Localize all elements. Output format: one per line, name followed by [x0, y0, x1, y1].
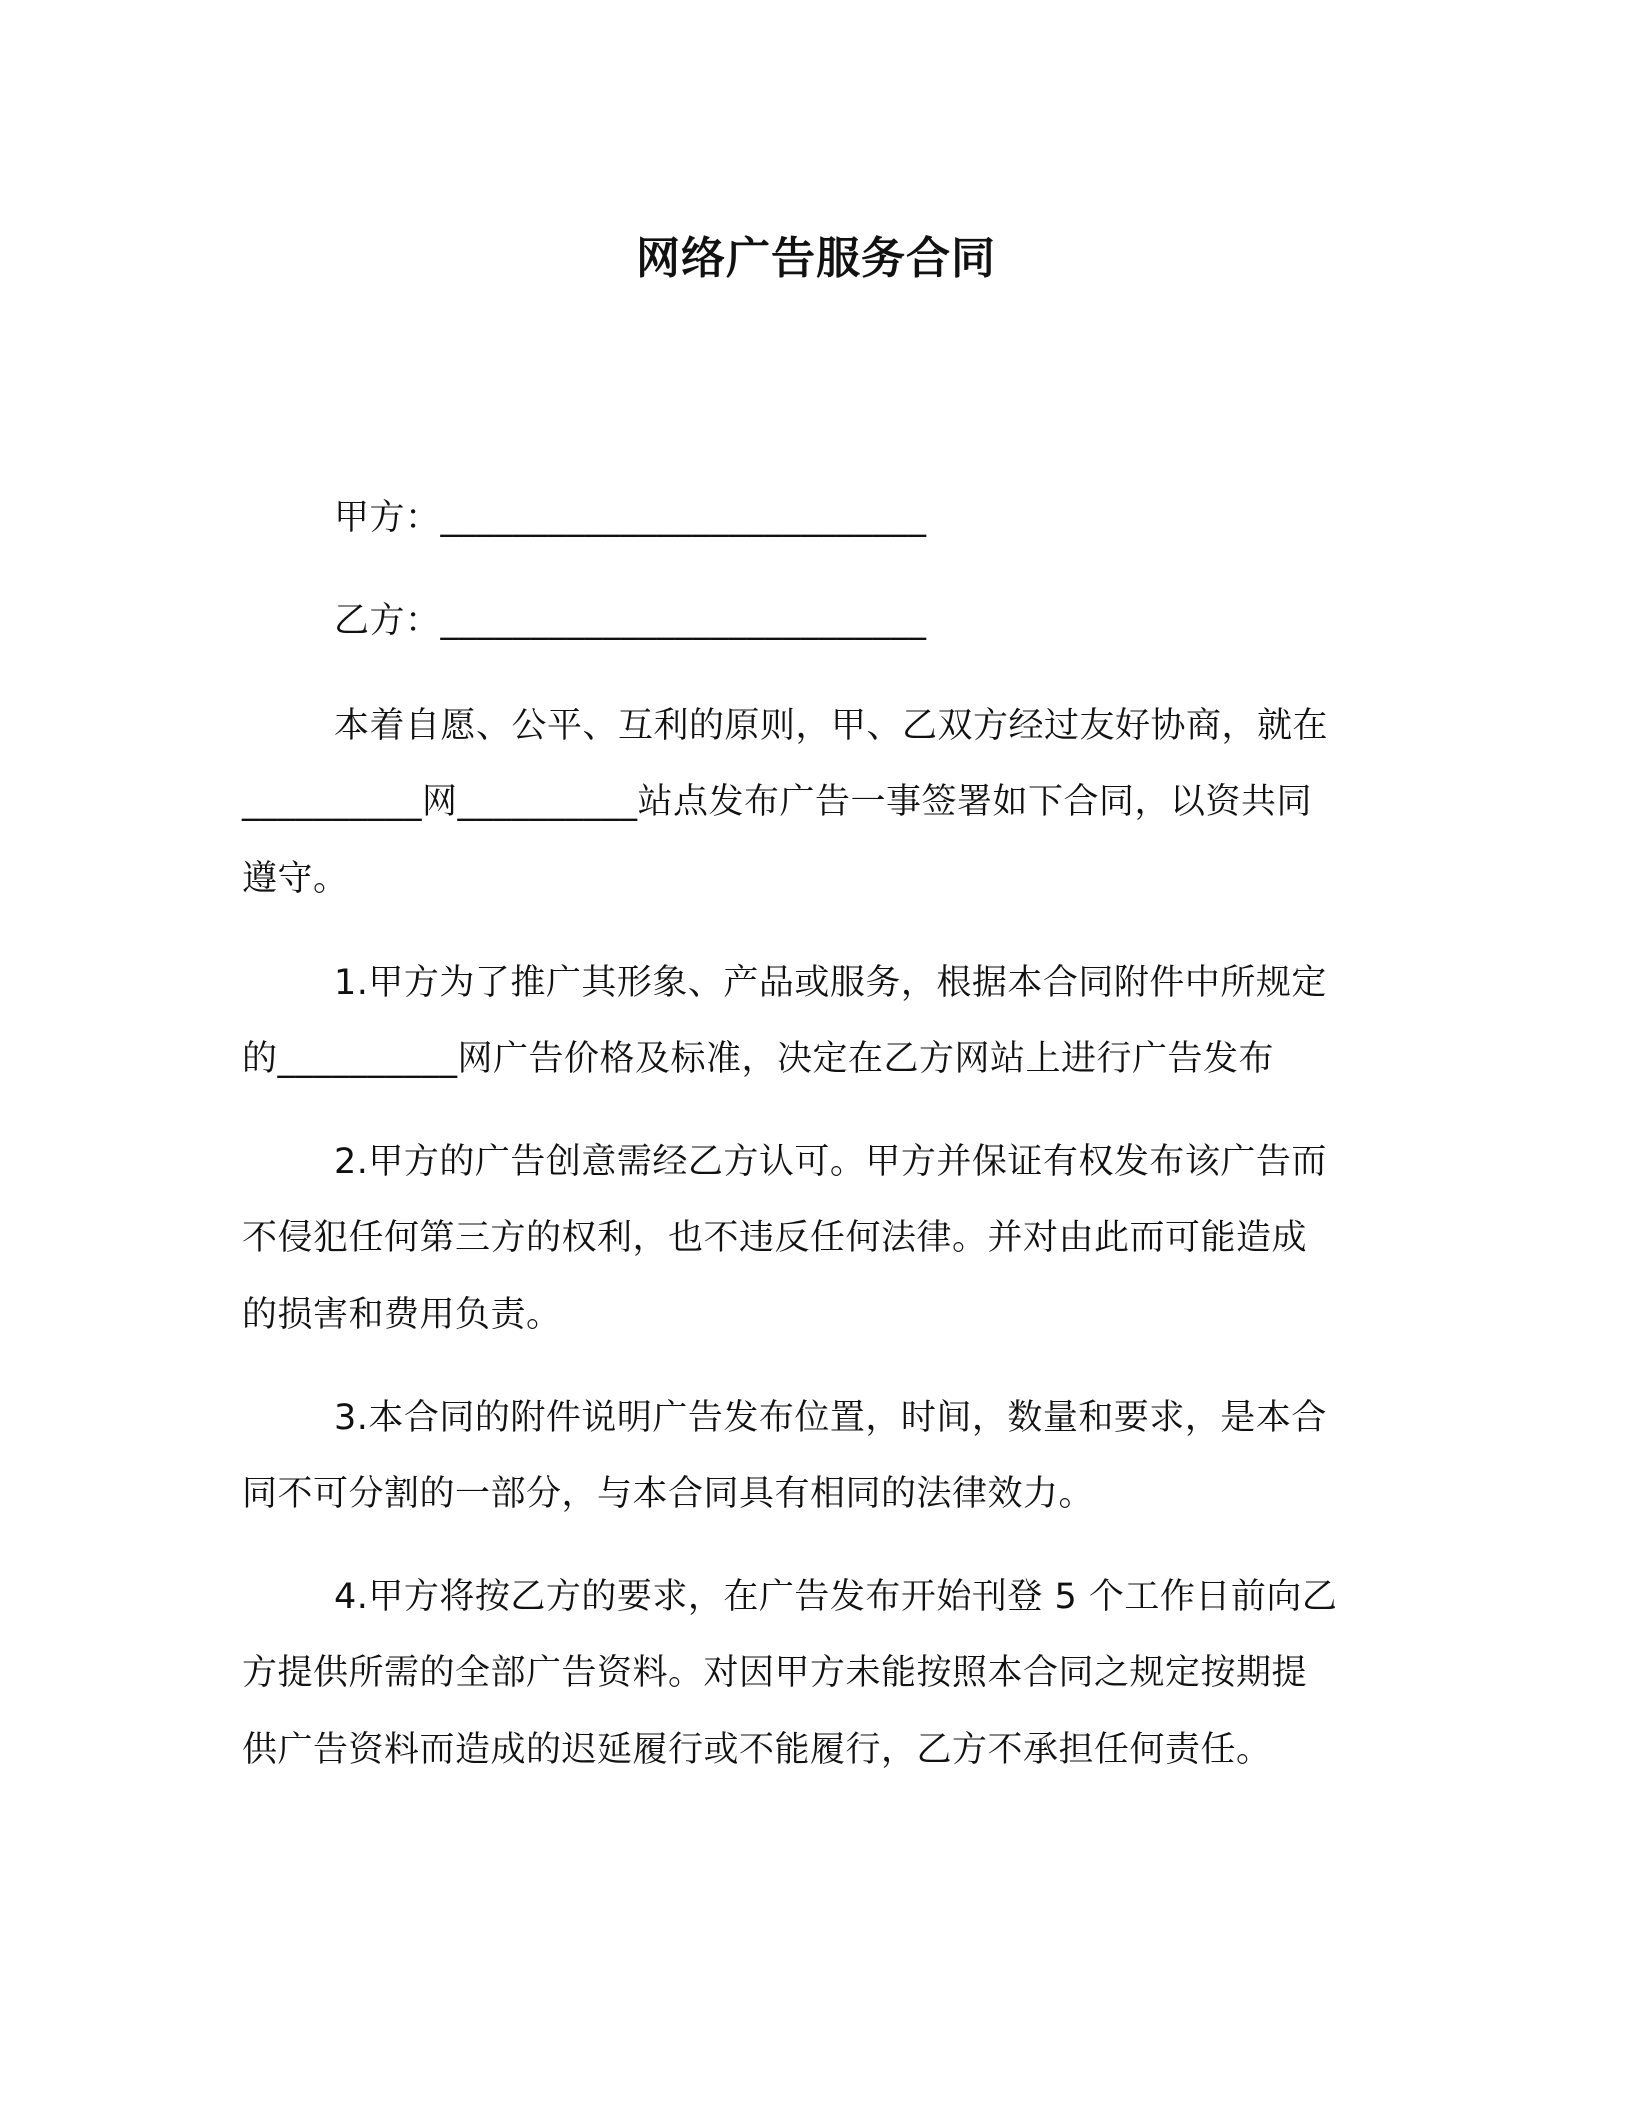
clause-2-line: 2.甲方的广告创意需经乙方认可。甲方并保证有权发布该广告而 — [334, 1142, 1327, 1182]
clause-2-line: 不侵犯任何第三方的权利，也不违反任何法律。并对由此而可能造成 — [242, 1218, 1308, 1258]
clause-4-line: 方提供所需的全部广告资料。对因甲方未能按照本合同之规定按期提 — [242, 1653, 1308, 1693]
party-a-line: 甲方：___________________________ — [334, 498, 927, 538]
clause-4-line: 4.甲方将按乙方的要求，在广告发布开始刊登 5 个工作日前向乙 — [334, 1577, 1338, 1617]
party-b-line: 乙方：___________________________ — [334, 601, 927, 641]
clause-4-line: 供广告资料而造成的迟延履行或不能履行，乙方不承担任何责任。 — [242, 1730, 1272, 1770]
preamble-line: __________网__________站点发布广告一事签署如下合同，以资共同 — [242, 782, 1313, 822]
clause-1-line: 1.甲方为了推广其形象、产品或服务，根据本合同附件中所规定 — [334, 963, 1327, 1003]
document-title: 网络广告服务合同 — [636, 233, 996, 284]
clause-1-line: 的__________网广告价格及标准，决定在乙方网站上进行广告发布 — [242, 1039, 1275, 1079]
preamble-line: 本着自愿、公平、互利的原则，甲、乙双方经过友好协商，就在 — [334, 706, 1329, 746]
clause-2-line: 的损害和费用负责。 — [242, 1295, 562, 1335]
clause-3-line: 3.本合同的附件说明广告发布位置，时间，数量和要求，是本合 — [334, 1398, 1327, 1438]
preamble-line: 遵守。 — [242, 859, 349, 899]
clause-3-line: 同不可分割的一部分，与本合同具有相同的法律效力。 — [242, 1474, 1095, 1514]
